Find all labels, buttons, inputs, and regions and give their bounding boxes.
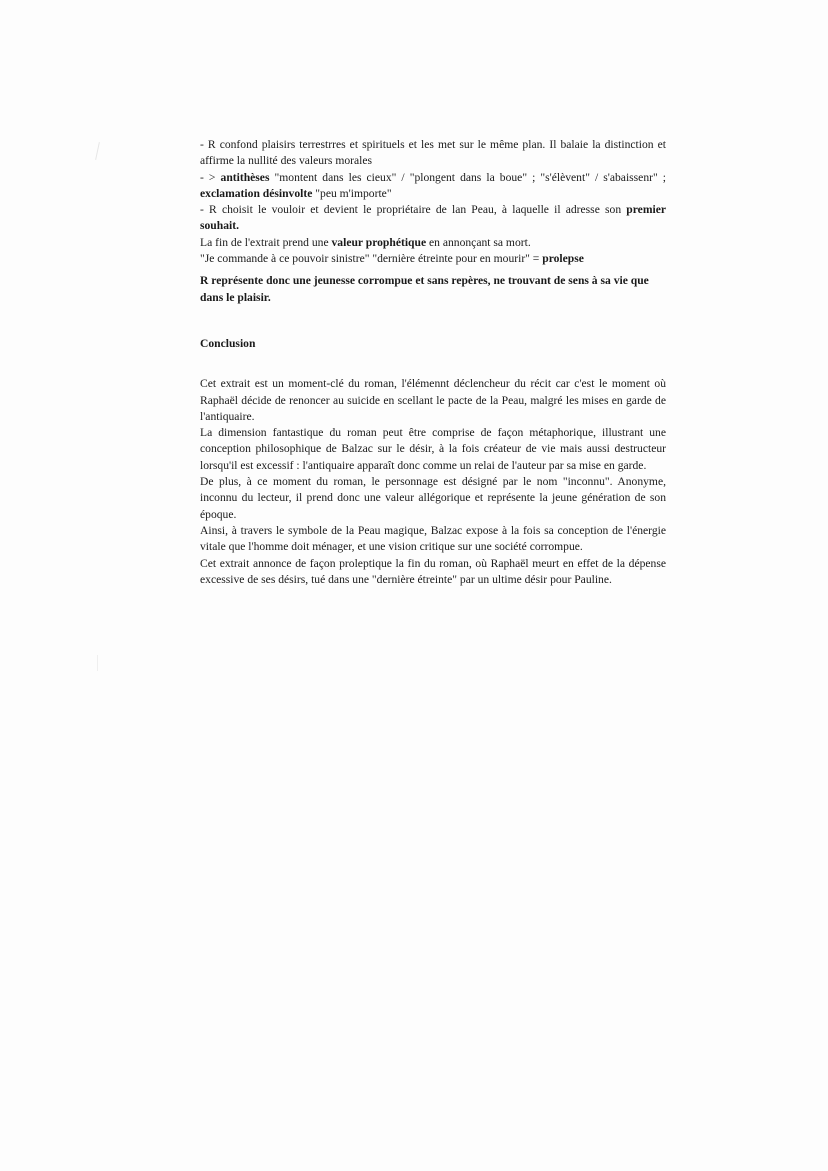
paragraph-quote: "Je commande à ce pouvoir sinistre" "dernière étreinte pour en mourir" = prolepse: [200, 252, 584, 266]
conclusion-paragraph: Cet extrait annonce de façon proleptique la fin du roman, où Raphaël meurt en effet de la dépense excessive de ses désirs, tué dans une "dernière étreinte" par un ultime désir pour Pauline.: [200, 556, 666, 586]
conclusion-paragraph: Ainsi, à travers le symbole de la Peau magique, Balzac expose à la fois sa conception de l'énergie vitale que l'homme doit ménager, et une vision critique sur une société corrompue.: [200, 523, 666, 554]
section-heading-conclusion: Conclusion: [200, 336, 256, 350]
bold-term: premier souhait.: [200, 203, 666, 233]
scan-mark: [95, 142, 100, 160]
conclusion-paragraph: Cet extrait est un moment-clé du roman, l'élémennt déclencheur du récit car c'est le moment où Raphaël décide de renoncer au suicide en scellant le pacte de la Peau, malgré les mises en garde de l'antiquaire.: [200, 377, 666, 423]
scan-mark: [97, 655, 98, 671]
conclusion-paragraph: La dimension fantastique du roman peut être comprise de façon métaphorique, illustrant une conception philosophique de Balzac sur le désir, à la fois créateur de vie mais aussi destructeur lorsqu'il est excessif : l'antiquaire apparaît donc comme un relai de l'auteur par sa mise en garde.: [200, 426, 666, 472]
paragraph-choice: - R choisit le vouloir et devient le propriétaire de lan Peau, à laquelle il adresse son premier souhait.: [200, 203, 666, 233]
bold-term: valeur prophétique: [331, 235, 427, 249]
bold-term: antithèses: [220, 170, 270, 184]
document-body: [200, 137, 666, 588]
bold-term: prolepse: [542, 252, 584, 266]
paragraph-confusion: - R confond plaisirs terrestrres et spirituels et les met sur le même plan. Il balaie la distinction et affirme la nullité des valeurs morales: [200, 138, 666, 168]
paragraph-prophetic: La fin de l'extrait prend une valeur prophétique en annonçant sa mort.: [200, 235, 531, 249]
summary-statement: R représente donc une jeunesse corrompue et sans repères, ne trouvant de sens à sa vie que dans le plaisir.: [200, 274, 649, 304]
bold-term: exclamation désinvolte: [200, 186, 313, 200]
conclusion-paragraph: De plus, à ce moment du roman, le personnage est désigné par le nom "inconnu". Anonyme, inconnu du lecteur, il prend donc une valeur allégorique et représente la jeune génération de son époque.: [200, 475, 666, 521]
paragraph-antitheses: - > antithèses "montent dans les cieux" / "plongent dans la boue" ; "s'élèvent" / s'abaissenr" ; exclamation désinvolte "peu m'importe": [200, 170, 666, 200]
